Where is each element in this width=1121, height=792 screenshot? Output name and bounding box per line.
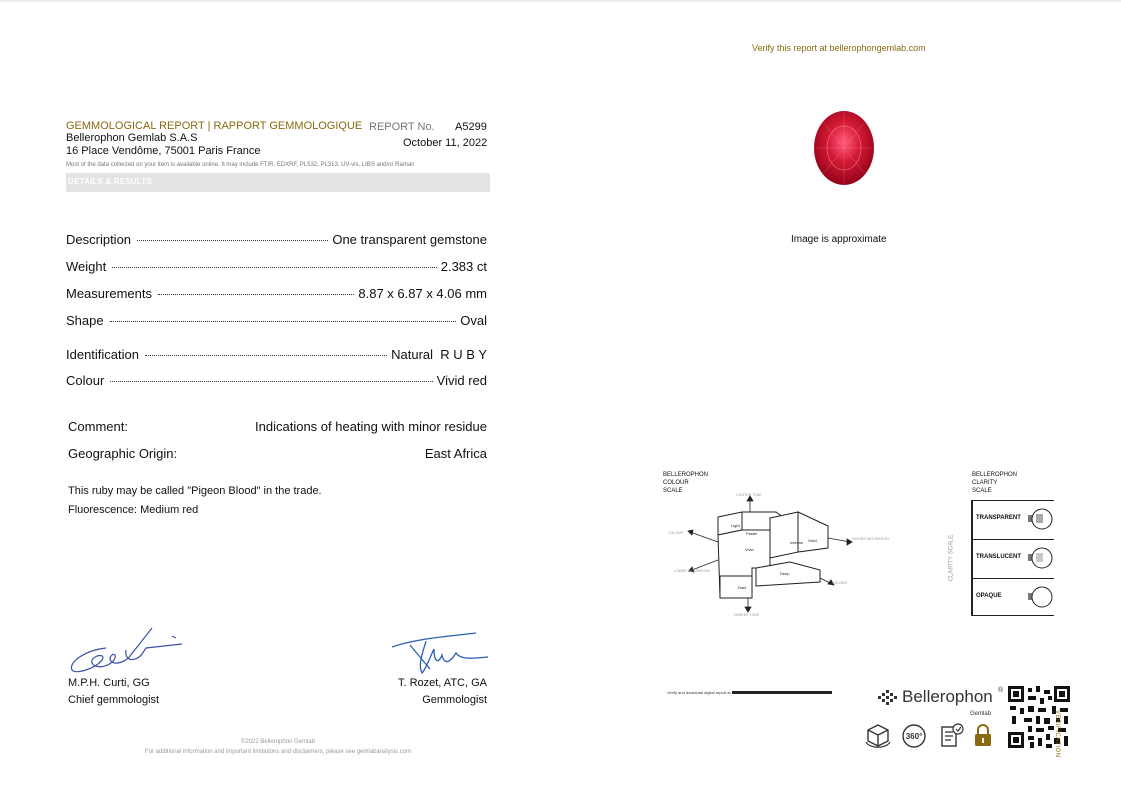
colour-scale-label: LOWER SATURATION [674, 569, 710, 573]
clarity-row-translucent [972, 539, 1054, 576]
colour-scale-label: LIGHTER TONE [736, 493, 762, 497]
image-caption: Image is approximate [791, 234, 887, 245]
company-address: 16 Place Vendôme, 75001 Paris France [66, 145, 261, 157]
clarity-row-opaque [972, 578, 1054, 616]
leader-dots [158, 294, 354, 295]
signer-1-role: Chief gemmologist [68, 694, 160, 706]
fluorescence-note: Fluorescence: Medium red [68, 504, 199, 516]
svg-text:360°: 360° [905, 732, 923, 741]
detail-row-colour [66, 373, 487, 388]
data-disclaimer: Most of the data collected on your item is available online. It may include FTIR, EDXRF, PL532, PL313, UV-vis, LIBS and/or Raman [66, 162, 415, 168]
signature-rozet [390, 625, 492, 677]
footer-info: For additional information and important limitations and disclaimers, please see gemlabanalysis.com [144, 749, 412, 755]
colour-scale-label: COLOUR [832, 581, 847, 585]
clarity-row-transparent [972, 500, 1054, 537]
detail-value: Oval [460, 313, 487, 328]
block-label: Vivid [808, 538, 817, 543]
detail-label: Weight [66, 259, 107, 274]
clarity-level-label: OPAQUE [976, 593, 1002, 599]
colour-scale-diagram [660, 490, 890, 620]
detail-value: Natural R U B Y [391, 347, 487, 362]
360-view-icon[interactable] [901, 723, 927, 749]
section-bar [66, 173, 490, 192]
clarity-level-label: TRANSPARENT [976, 515, 1021, 521]
detail-label: Identification [66, 347, 139, 362]
block-label: Deep [780, 571, 790, 576]
trade-note: This ruby may be called "Pigeon Blood" in the trade. [68, 485, 322, 497]
colour-scale-label: COLOUR [668, 531, 683, 535]
block-label: Vivid [745, 547, 754, 552]
detail-row-identification [66, 347, 487, 362]
verification-vertical-label: VERIFICATION [1054, 710, 1060, 758]
report-title: GEMMOLOGICAL REPORT | RAPPORT GEMMOLOGIQUE [66, 120, 363, 132]
colour-scale-title-line: BELLEROPHON [663, 472, 709, 478]
detail-label: Colour [66, 373, 105, 388]
block-label: Pastel [746, 531, 758, 536]
block-label: Light [731, 523, 740, 528]
brand-reg: ® [998, 687, 1004, 694]
bellerophon-logo-icon [878, 689, 898, 707]
3d-cube-icon[interactable] [864, 722, 892, 750]
colour-scale-title-line: SCALE [663, 488, 683, 494]
comment-label: Comment: [68, 419, 128, 434]
colour-scale-label: HIGHER SATURATION [852, 537, 889, 541]
detail-value: One transparent gemstone [332, 232, 487, 247]
clarity-scale-title-line: BELLEROPHON [972, 472, 1018, 478]
detail-row-description [66, 232, 487, 247]
detail-row-measurements [66, 286, 487, 301]
detail-row-shape [66, 313, 487, 328]
redacted-verify-link [732, 691, 832, 694]
signer-2-name: T. Rozet, ATC, GA [397, 677, 487, 689]
comment-row [68, 419, 487, 434]
clarity-scale-title-line: SCALE [972, 488, 992, 494]
block-intense [770, 512, 798, 558]
comment-value: Indications of heating with minor residue [255, 419, 487, 434]
footer-copyright: ©2022 Bellerophon Gemlab [240, 739, 316, 745]
detail-row-weight [66, 259, 487, 274]
detail-label: Measurements [66, 286, 152, 301]
certificate-icon[interactable] [939, 722, 965, 750]
clarity-swatch [1026, 546, 1054, 572]
report-no-label: REPORT No. [369, 121, 435, 133]
leader-dots [110, 321, 457, 322]
detail-value: Vivid red [436, 373, 487, 388]
company-name: Bellerophon Gemlab S.A.S [66, 132, 198, 144]
qr-code[interactable] [1008, 686, 1070, 748]
lock-icon[interactable] [972, 722, 994, 748]
leader-dots [110, 381, 432, 382]
clarity-swatch [1026, 507, 1054, 533]
clarity-swatch [1026, 585, 1054, 611]
block-label: Dark [738, 585, 747, 590]
detail-label: Shape [66, 313, 104, 328]
signer-1-name: M.P.H. Curti, GG [68, 677, 150, 689]
block-vivid [798, 512, 828, 552]
clarity-scale-title [972, 471, 1017, 495]
top-border [0, 0, 1121, 2]
detail-value: 8.87 x 6.87 x 4.06 mm [358, 286, 487, 301]
clarity-level-label: TRANSLUCENT [976, 554, 1021, 560]
clarity-scale-title-line: CLARITY [972, 480, 998, 486]
verify-small-text: Verify and download digital report at [667, 690, 731, 695]
verify-link[interactable]: Verify this report at bellerophongemlab.com [752, 43, 926, 53]
detail-value: 2.383 ct [440, 259, 487, 274]
leader-dots [112, 267, 437, 268]
gemstone-image [811, 108, 877, 188]
colour-scale-title-line: COLOUR [663, 480, 689, 486]
colour-scale-label: DARKER TONE [734, 613, 760, 617]
brand-sub: Gemlab [970, 711, 992, 717]
signature-curti [66, 620, 186, 675]
section-label: DETAILS & RESULTS [68, 177, 152, 186]
origin-row [68, 446, 487, 461]
detail-label: Description [66, 232, 132, 247]
signer-2-role: Gemmologist [422, 694, 487, 706]
origin-value: East Africa [424, 446, 487, 461]
leader-dots [145, 355, 387, 356]
brand-name: Bellerophon [902, 687, 993, 706]
report-number: A5299 [455, 121, 487, 133]
report-date: October 11, 2022 [403, 137, 488, 149]
block-label: Intense [790, 540, 804, 545]
leader-dots [137, 240, 328, 241]
block-dark [720, 576, 752, 598]
clarity-side-label: CLARITY SCALE [948, 534, 955, 582]
origin-label: Geographic Origin: [68, 446, 178, 461]
